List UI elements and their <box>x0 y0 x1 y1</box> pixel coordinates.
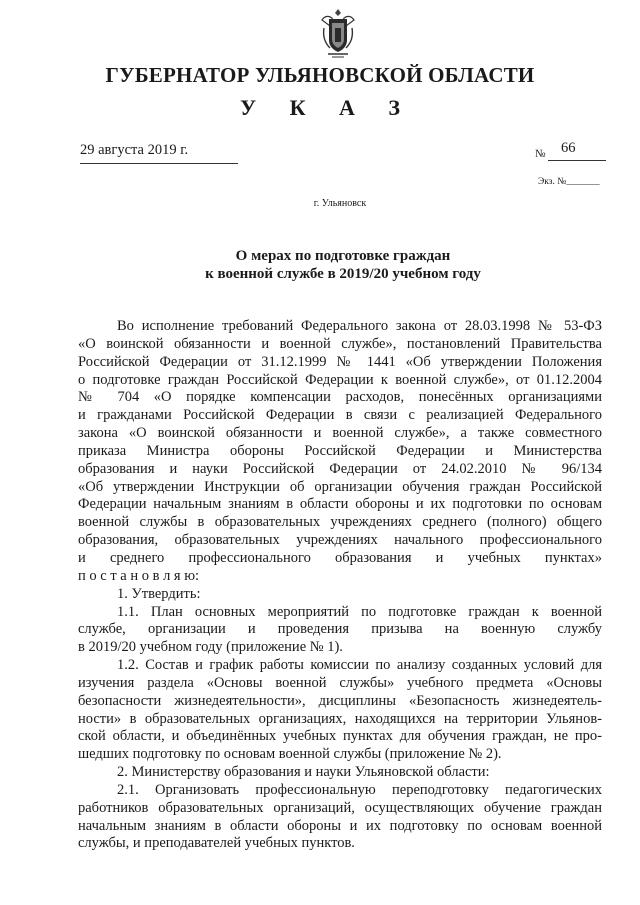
title-line-1: О мерах по подготовке граждан <box>235 248 451 264</box>
number-underline <box>548 160 606 161</box>
document-date: 29 августа 2019 г. <box>80 142 189 158</box>
body-line: начальным знаниям в области обороны и их подготовку по основам военной <box>78 817 602 834</box>
organization-heading: ГУБЕРНАТОР УЛЬЯНОВСКОЙ ОБЛАСТИ <box>105 63 535 87</box>
body-line: образования, образовательных учреждениях начального профессионального <box>78 532 602 549</box>
date-underline <box>80 163 238 164</box>
body-line: 1.1. План основных мероприятий по подготовке граждан к военной <box>117 603 602 620</box>
body-line: 1.2. Состав и график работы комиссии по анализу созданных условий для <box>117 657 602 674</box>
body-line: военной службы в образовательных учреждениях среднего (полного) общего <box>78 514 602 531</box>
body-line: службы, и преподавателей учебных пунктов. <box>78 835 355 852</box>
copy-number-label: Экз. №_______ <box>538 177 600 187</box>
body-line: 2.1. Организовать профессиональную переподготовку педагогических <box>117 781 602 798</box>
body-line: и гражданами Российской Федерации в связи с реализацией Федерального <box>78 407 602 424</box>
body-line: 1. Утвердить: <box>117 585 201 602</box>
document-number: 66 <box>561 140 576 156</box>
body-line: безопасности жизнедеятельности», дисциплины «Безопасность жизнедеятель- <box>78 692 602 709</box>
body-line: закона «О воинской обязанности и военной службе», а также совместного <box>78 425 602 442</box>
body-line: образования и науки Российской Федерации от 24.02.2010 № 96/134 <box>78 460 602 477</box>
body-line: шедших подготовку по основам военной службы (приложение № 2). <box>78 746 502 763</box>
number-label: № <box>535 148 546 160</box>
document-type-heading: У К А З <box>239 95 415 120</box>
body-line: работников образовательных организаций, осуществляющих обучение граждан <box>78 799 602 816</box>
body-line: Федерации начальным знаниям в области обороны и их подготовки по основам <box>78 496 602 513</box>
body-line: о подготовке граждан Российской Федерации к военной службе», от 01.12.2004 <box>78 371 602 388</box>
body-line: «О воинской обязанности и военной службе», постановлений Правительства <box>78 335 602 352</box>
body-line: ской области, и объединённых учебных пунктах для обучения граждан, не про- <box>78 728 602 745</box>
body-line: № 704 «О порядке компенсации расходов, понесённых организациями <box>78 389 602 406</box>
body-line: и среднего профессионального образования и учебных пунктах» <box>78 549 602 566</box>
city-label: г. Ульяновск <box>313 198 367 209</box>
body-line: в 2019/20 учебном году (приложение № 1). <box>78 639 343 656</box>
body-line: «Об утверждении Инструкции об организации обучения граждан Российской <box>78 478 602 495</box>
body-line: Российской Федерации от 31.12.1999 № 1441 «Об утверждении Положения <box>78 353 602 370</box>
document-title <box>0 247 640 283</box>
body-line: Во исполнение требований Федерального закона от 28.03.1998 № 53-ФЗ <box>117 318 602 334</box>
coat-of-arms-emblem <box>316 6 360 60</box>
title-line-2: к военной службе в 2019/20 учебном году <box>205 266 481 282</box>
body-line: приказа Министра обороны Российской Федерации и Министерства <box>78 442 602 459</box>
body-line: п о с т а н о в л я ю: <box>78 567 200 584</box>
document-body <box>78 318 602 853</box>
body-line: ности» в образовательных организациях, находящихся на территории Ульянов- <box>78 710 602 727</box>
body-line: службе, организации и проведения призыва на военную службу <box>78 621 602 638</box>
body-line: изучения раздела «Основы военной службы» учебного предмета «Основы <box>78 674 602 691</box>
body-line: 2. Министерству образования и науки Ульяновской области: <box>117 764 490 781</box>
